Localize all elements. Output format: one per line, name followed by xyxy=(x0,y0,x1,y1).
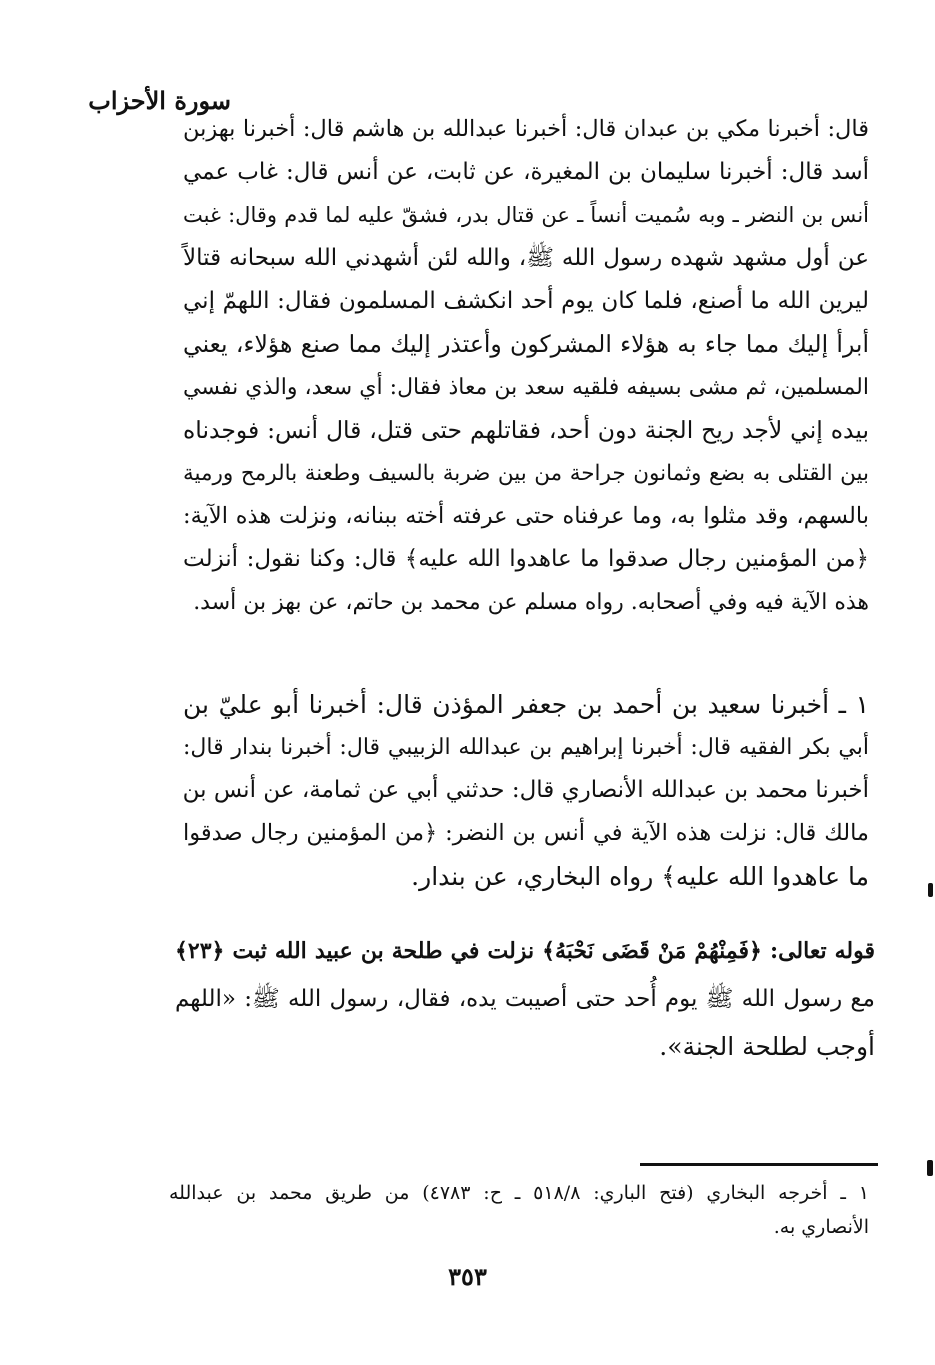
footnote-block xyxy=(169,1176,869,1244)
text-line: ﴿من المؤمنين رجال صدقوا ما عاهدوا الله عليه﴾ قال: وكنا نقول: أنزلت xyxy=(183,546,869,572)
text-line: بين القتلى به بضع وثمانون جراحة من بين ضربة بالسيف وطعنة بالرمح ورمية xyxy=(183,461,869,486)
text-line: مع رسول الله ﷺ يوم أُحد حتى أصيبت يده، فقال، رسول الله ﷺ: «اللهم xyxy=(175,986,875,1012)
text-line: مالك قال: نزلت هذه الآية في أنس بن النضر: ﴿من المؤمنين رجال صدقوا xyxy=(183,820,869,846)
text-line: ليرين الله ما أصنع، فلما كان يوم أحد انكشف المسلمون فقال: اللهمّ إني xyxy=(183,288,869,314)
text-line: أنس بن النضر ـ وبه سُميت أنساً ـ عن قتال بدر، فشقّ عليه لما قدم وقال: غبت xyxy=(183,203,869,227)
surah-title-header: سورة الأحزاب xyxy=(88,86,231,115)
verse-23-block xyxy=(175,927,875,1071)
hadith-1-block xyxy=(183,683,869,898)
text-line: قال: أخبرنا مكي بن عبدان قال: أخبرنا عبدالله بن هاشم قال: أخبرنا بهزبن xyxy=(183,116,869,142)
text-line: بالسهم، وقد مثلوا به، وما عرفناه حتى عرفته أخته ببنانه، ونزلت هذه الآية: xyxy=(183,503,869,529)
text-line: ما عاهدوا الله عليه﴾ رواه البخاري، عن بندار. xyxy=(411,862,869,891)
footnote-line: ١ ـ أخرجه البخاري (فتح الباري: ٥١٨/٨ ـ ح: ٤٧٨٣) من طريق محمد بن عبدالله xyxy=(169,1182,869,1204)
page-number: ٣٥٣ xyxy=(448,1262,487,1291)
text-line: ١ ـ أخبرنا سعيد بن أحمد بن جعفر المؤذن قال: أخبرنا أبو عليّ بن xyxy=(183,690,869,719)
main-narration-block xyxy=(183,108,869,624)
footnote-separator xyxy=(640,1163,878,1166)
text-line: بيده إني لأجد ريح الجنة دون أحد، فقاتلهم حتى قتل، قال أنس: فوجدناه xyxy=(183,416,869,444)
footnote-line: الأنصاري به. xyxy=(773,1216,869,1238)
text-line: أسد قال: أخبرنا سليمان بن المغيرة، عن ثابت، عن أنس قال: غاب عمي xyxy=(183,159,869,185)
text-line: أخبرنا محمد بن عبدالله الأنصاري قال: حدثني أبي عن ثمامة، عن أنس بن xyxy=(182,777,869,803)
verse-heading-line: قوله تعالى: ﴿فَمِنْهُمْ مَنْ قَضَى نَحْبَهُ﴾ نزلت في طلحة بن عبيد الله ثبت ﴿٢٣﴾ xyxy=(175,938,875,964)
text-line: أبرأ إليك مما جاء به هؤلاء المشركون وأعتذر إليك مما صنع هؤلاء، يعني xyxy=(183,330,869,358)
text-line: أوجب لطلحة الجنة». xyxy=(659,1032,875,1061)
text-line: المسلمين، ثم مشى بسيفه فلقيه سعد بن معاذ فقال: أي سعد، والذي نفسي xyxy=(183,375,869,400)
scan-edge-mark xyxy=(928,883,933,897)
text-line: هذه الآية فيه وفي أصحابه. رواه مسلم عن محمد بن حاتم، عن بهز بن أسد. xyxy=(193,590,869,615)
text-line: عن أول مشهد شهده رسول الله ﷺ، والله لئن أشهدني الله سبحانه قتالاً xyxy=(183,245,869,271)
scan-edge-mark xyxy=(927,1160,933,1176)
text-line: أبي بكر الفقيه قال: أخبرنا إبراهيم بن عبدالله الزبيبي قال: أخبرنا بندار قال: xyxy=(183,735,869,760)
